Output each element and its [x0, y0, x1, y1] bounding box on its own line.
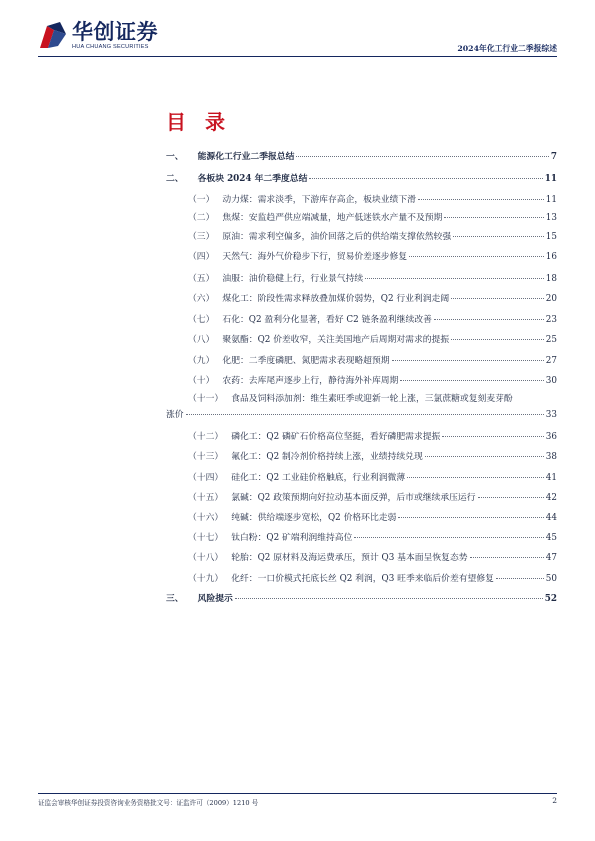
toc-page-number: 23 — [545, 315, 557, 325]
toc-number: （十五） — [188, 493, 224, 503]
toc-entry-2-18[interactable] — [188, 553, 557, 564]
toc-title: 食品及饲料添加剂：维生素旺季或迎新一轮上涨，三氯蔗糖或复刻麦芽酚 — [231, 394, 513, 404]
toc-page-number: 15 — [545, 232, 557, 242]
toc-entry-2-12[interactable] — [188, 432, 557, 443]
dot-leader — [418, 199, 544, 200]
toc-entry-2[interactable] — [166, 174, 557, 185]
toc-number: （九） — [188, 356, 215, 366]
toc-page-number: 7 — [550, 152, 557, 162]
dot-leader — [407, 477, 544, 478]
toc-page-number: 50 — [545, 574, 557, 584]
toc-title: 能源化工行业二季报总结 — [197, 152, 295, 162]
toc-number: 二、 — [166, 174, 184, 184]
toc-page-number: 11 — [544, 174, 557, 184]
toc-title: 风险提示 — [197, 594, 233, 604]
logo-chinese-name: 华创证券 — [72, 19, 158, 44]
dot-leader — [392, 360, 544, 361]
dot-leader — [496, 578, 544, 579]
toc-number: （三） — [188, 232, 215, 242]
toc-page-number: 44 — [545, 513, 557, 523]
toc-number: （六） — [188, 294, 215, 304]
toc-entry-3[interactable] — [166, 594, 557, 605]
toc-number: （十七） — [188, 533, 224, 543]
toc-title: 硅化工：Q2 工业硅价格触底，行业利润微薄 — [231, 473, 406, 483]
toc-page-number: 42 — [545, 493, 557, 503]
toc-title: 焦煤：安监趋严供应端减量，地产低迷铁水产量不及预期 — [222, 213, 443, 223]
dot-leader — [451, 298, 544, 299]
toc-page-number: 41 — [545, 473, 557, 483]
toc-entry-2-14[interactable] — [188, 473, 557, 484]
toc-title: 磷化工：Q2 磷矿石价格高位坚挺，看好磷肥需求提振 — [231, 432, 441, 442]
toc-page-number: 11 — [545, 195, 557, 205]
toc-entry-2-1[interactable] — [188, 195, 557, 206]
dot-leader — [470, 557, 544, 558]
toc-title: 钛白粉：Q2 矿端利润维持高位 — [231, 533, 353, 543]
dot-leader — [444, 217, 543, 218]
report-title: 2024年化工行业二季报综述 — [457, 44, 557, 53]
toc-title: 石化：Q2 盈利分化显著，看好 C2 链条盈利继续改善 — [222, 315, 432, 325]
footer-divider — [38, 793, 557, 794]
toc-page-number: 45 — [545, 533, 557, 543]
dot-leader — [235, 598, 543, 599]
toc-number: （十） — [188, 376, 215, 386]
dot-leader — [186, 414, 544, 415]
toc-number: 一、 — [166, 152, 184, 162]
toc-entry-2-16[interactable] — [188, 513, 557, 524]
toc-title: 氟化工：Q2 制冷剂价格持续上涨，业绩持续兑现 — [231, 452, 423, 462]
toc-entry-2-5[interactable] — [188, 274, 557, 285]
toc-page-number: 30 — [545, 376, 557, 386]
toc-title: 化肥：二季度磷肥、氮肥需求表现略超预期 — [222, 356, 390, 366]
toc-page-number: 25 — [545, 335, 557, 345]
footer-license-text: 证监会审核华创证券投资咨询业务资格批文号：证监许可（2009）1210 号 — [38, 799, 259, 807]
toc-entry-2-9[interactable] — [188, 356, 557, 367]
toc-title: 天然气：海外气价稳步下行，贸易价差逐步修复 — [222, 252, 408, 262]
toc-entry-2-11-line1[interactable] — [188, 394, 557, 405]
toc-title: 煤化工：阶段性需求释放叠加煤价弱势，Q2 行业利润走阔 — [222, 294, 450, 304]
toc-number: （十一） — [188, 394, 224, 404]
toc-title: 轮胎：Q2 原材料及海运费承压，预计 Q3 基本面呈恢复态势 — [231, 553, 468, 563]
toc-entry-2-2[interactable] — [188, 213, 557, 224]
toc-page-number: 52 — [544, 594, 557, 604]
dot-leader — [451, 339, 544, 340]
dot-leader — [453, 236, 544, 237]
toc-number: （七） — [188, 315, 215, 325]
toc-entry-2-11-line2[interactable] — [166, 410, 557, 421]
toc-title-continued: 涨价 — [166, 410, 184, 420]
toc-number: （五） — [188, 274, 215, 284]
toc-entry-1[interactable] — [166, 152, 557, 163]
toc-entry-2-10[interactable] — [188, 376, 557, 387]
toc-number: （十九） — [188, 574, 224, 584]
logo-english-name: HUA CHUANG SECURITIES — [72, 43, 149, 50]
toc-entry-2-3[interactable] — [188, 232, 557, 243]
toc-entry-2-15[interactable] — [188, 493, 557, 504]
dot-leader — [354, 537, 543, 538]
toc-page-number: 13 — [545, 213, 557, 223]
dot-leader — [409, 256, 544, 257]
toc-entry-2-4[interactable] — [188, 252, 557, 263]
toc-number: （十六） — [188, 513, 224, 523]
toc-page-number: 18 — [545, 274, 557, 284]
dot-leader — [398, 517, 543, 518]
toc-number: （四） — [188, 252, 215, 262]
toc-number: （十二） — [188, 432, 224, 442]
toc-entry-2-7[interactable] — [188, 315, 557, 326]
toc-title: 动力煤：需求淡季，下游库存高企，板块业绩下滑 — [222, 195, 416, 205]
dot-leader — [442, 436, 543, 437]
toc-title: 纯碱：供给端逐步宽松，Q2 价格环比走弱 — [231, 513, 397, 523]
page-number: 2 — [552, 796, 557, 805]
toc-title: 农药：去库尾声逐步上行，静待海外补库周期 — [222, 376, 399, 386]
toc-title: 氯碱：Q2 政策预期向好拉动基本面反弹，后市或继续承压运行 — [231, 493, 476, 503]
toc-entry-2-8[interactable] — [188, 335, 557, 346]
toc-page-number: 36 — [545, 432, 557, 442]
toc-entry-2-19[interactable] — [188, 574, 557, 585]
toc-title: 原油：需求利空偏多，油价回落之后的供给端支撑依然较强 — [222, 232, 452, 242]
toc-title: 油服：油价稳健上行，行业景气持续 — [222, 274, 364, 284]
toc-page-number: 38 — [545, 452, 557, 462]
toc-heading: 目 录 — [166, 110, 231, 134]
toc-entry-2-6[interactable] — [188, 294, 557, 305]
toc-entry-2-13[interactable] — [188, 452, 557, 463]
toc-entry-2-17[interactable] — [188, 533, 557, 544]
toc-number: （十四） — [188, 473, 224, 483]
dot-leader — [425, 456, 544, 457]
toc-title: 各板块 2024 年二季度总结 — [197, 174, 308, 184]
toc-title: 聚氨酯：Q2 价差收窄，关注美国地产后周期对需求的提振 — [222, 335, 450, 345]
toc-page-number: 27 — [545, 356, 557, 366]
toc-page-number: 16 — [545, 252, 557, 262]
dot-leader — [434, 319, 544, 320]
toc-title: 化纤：一口价模式托底长丝 Q2 利润，Q3 旺季来临后价差有望修复 — [231, 574, 494, 584]
dot-leader — [400, 380, 543, 381]
toc-number: （一） — [188, 195, 215, 205]
toc-page-number: 20 — [545, 294, 557, 304]
toc-page-number: 33 — [545, 410, 557, 420]
dot-leader — [309, 178, 542, 179]
dot-leader — [478, 497, 544, 498]
toc-number: 三、 — [166, 594, 184, 604]
dot-leader — [365, 278, 544, 279]
toc-number: （二） — [188, 213, 215, 223]
toc-number: （十八） — [188, 553, 224, 563]
toc-number: （十三） — [188, 452, 224, 462]
toc-number: （八） — [188, 335, 215, 345]
toc-page-number: 47 — [545, 553, 557, 563]
dot-leader — [296, 156, 548, 157]
